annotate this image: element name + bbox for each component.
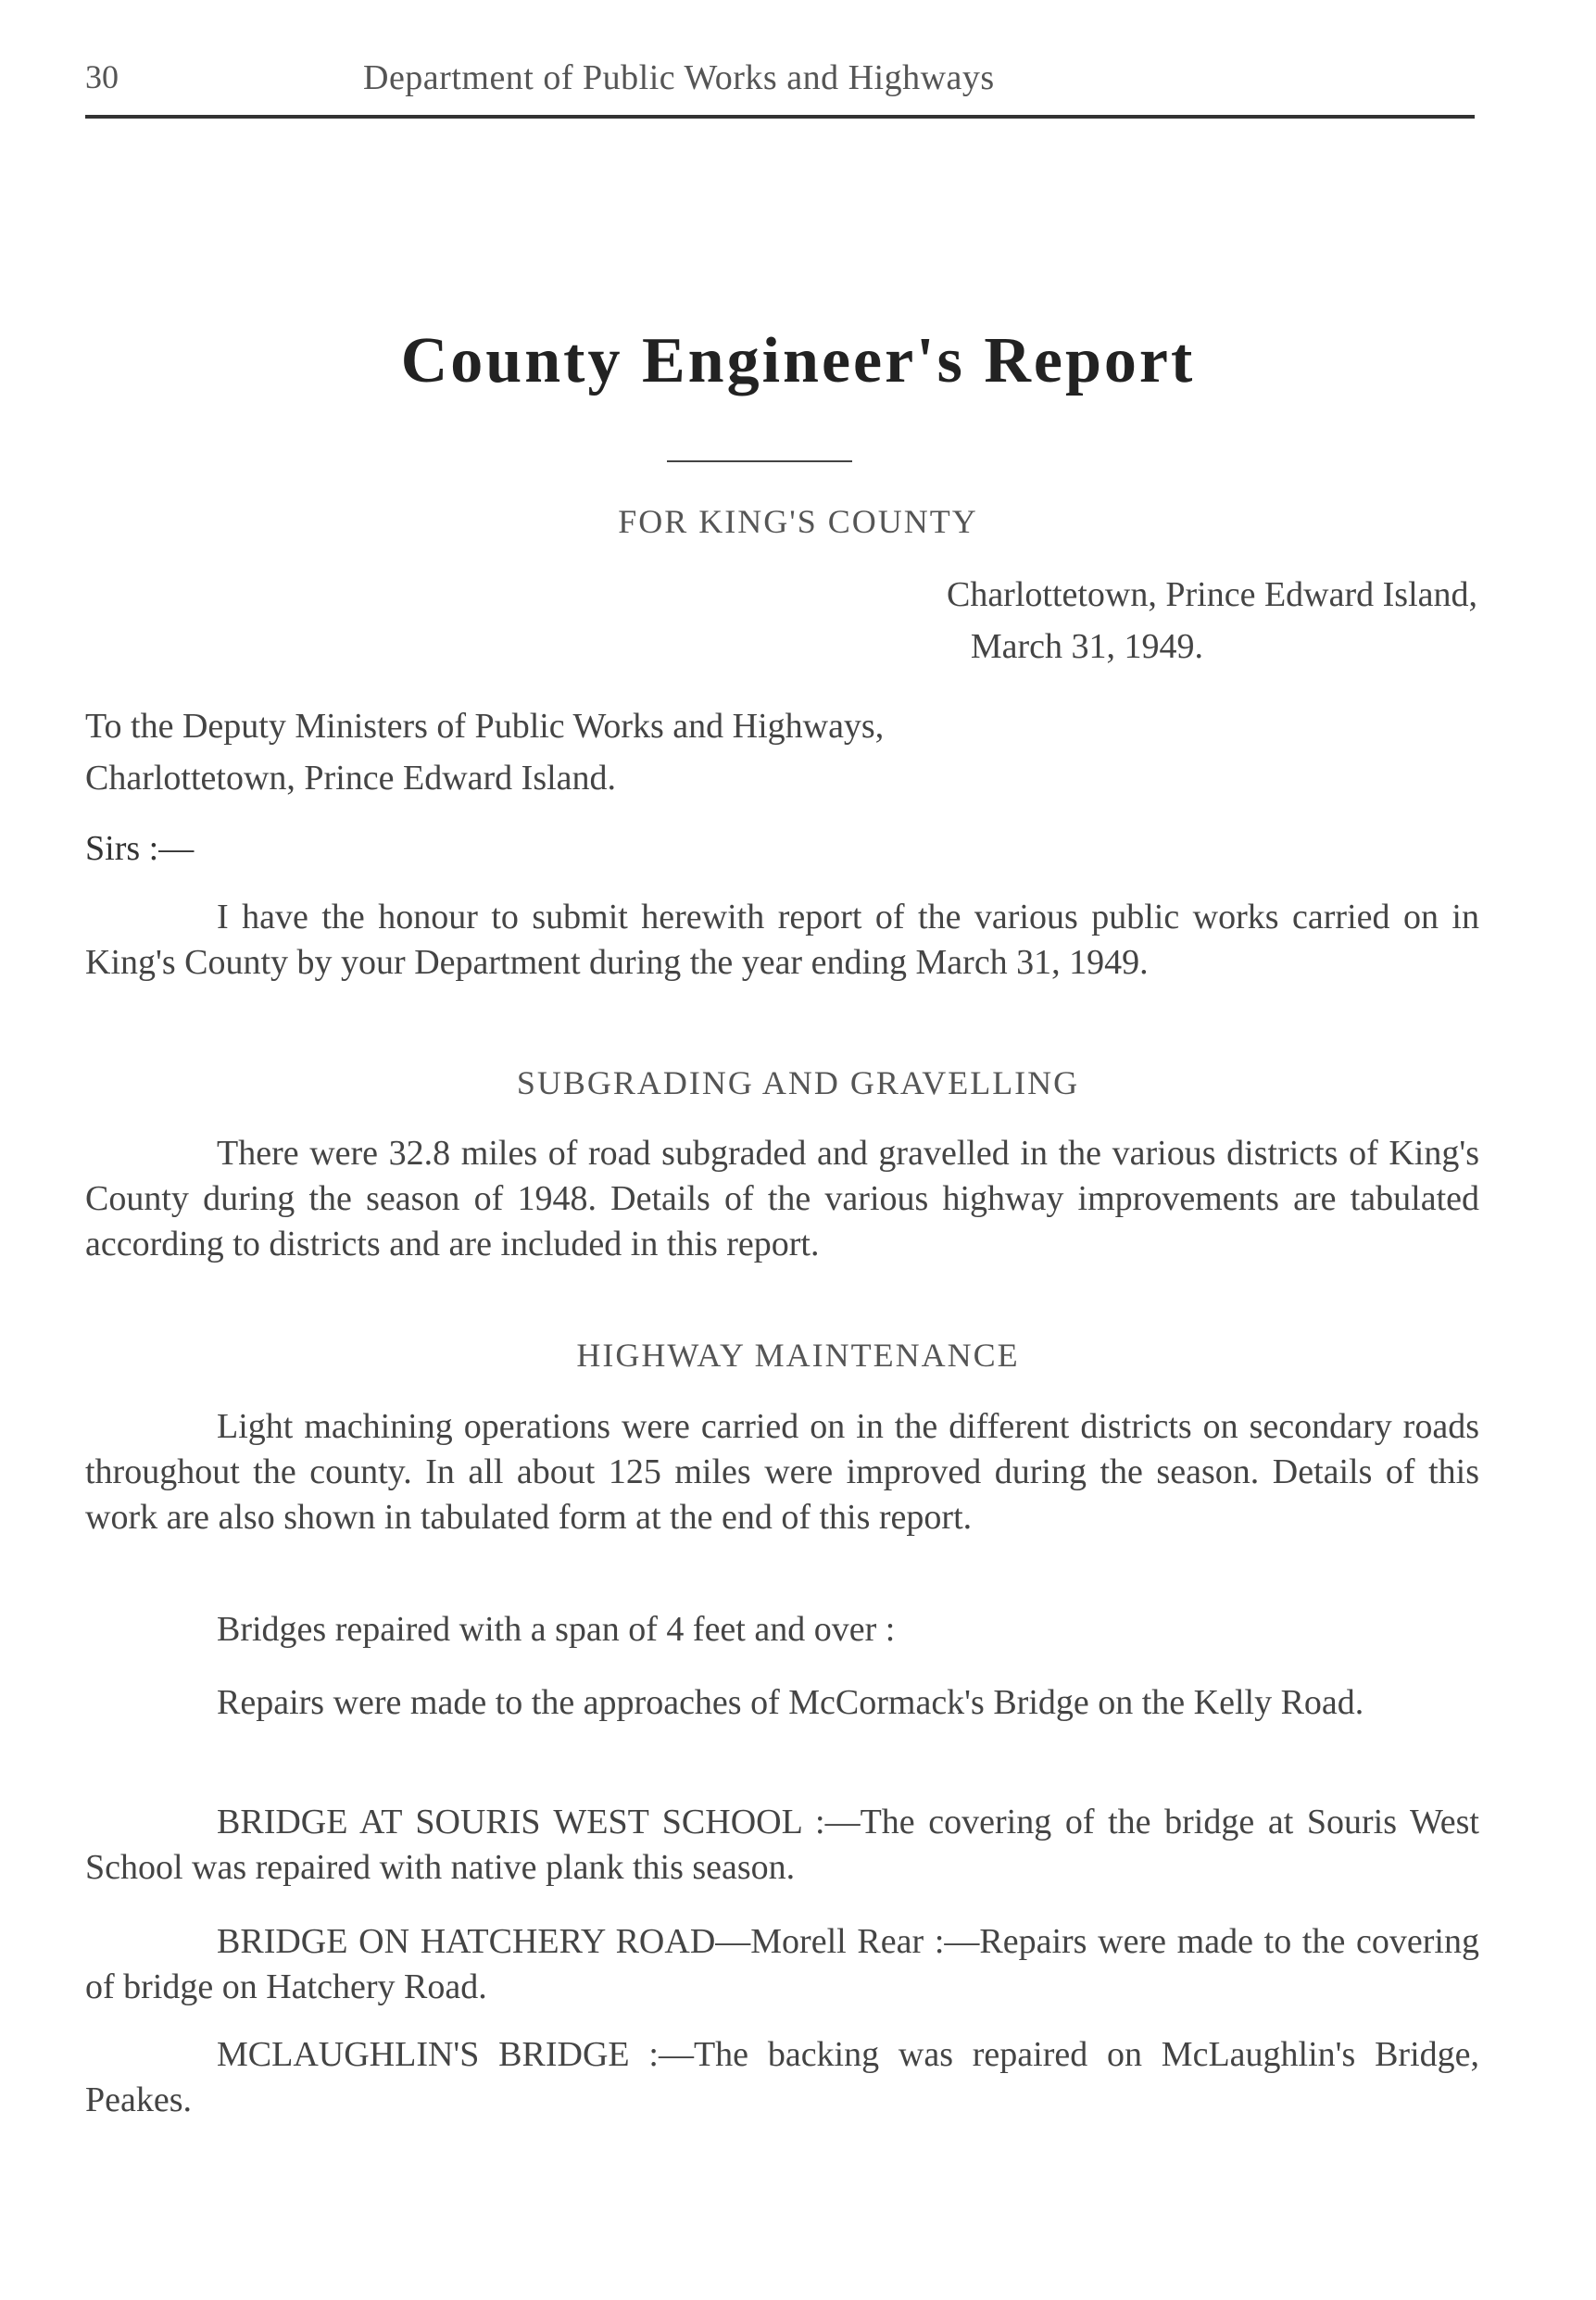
maintenance-paragraph: Light machining operations were carried on in the different districts on secondary roads throughout the county. In all about 125 miles were improved during the season. Details of this work are also shown in tabulated form at the end of this report. [85,1407,1479,1537]
header-divider [85,115,1475,119]
page-title: County Engineer's Report [400,325,1196,396]
address-block [85,700,884,804]
bridge-mccormack-paragraph: Repairs were made to the approaches of McCormack's Bridge on the Kelly Road. [217,1683,1364,1722]
salutation: Sirs :— [85,829,195,868]
address-line-2: Charlottetown, Prince Edward Island. [85,759,617,798]
page-header [85,57,1475,113]
bridges-intro: Bridges repaired with a span of 4 feet and over : [217,1610,896,1649]
bridge-mclaughlin-paragraph: MCLAUGHLIN'S BRIDGE :—The backing was repaired on McLaughlin's Bridge, Peakes. [85,2035,1479,2119]
subgrading-paragraph: There were 32.8 miles of road subgraded and gravelled in the various districts of King's County during the season of 1948. Details of the various highway improvements are tabulated according to districts and are included in this report. [85,1134,1479,1263]
section-heading-subgrading: SUBGRADING AND GRAVELLING [516,1064,1080,1101]
dateline-date: March 31, 1949. [970,627,1203,666]
title-divider [667,460,852,462]
running-head: Department of Public Works and Highways [363,58,995,97]
bridge-souris-paragraph: BRIDGE AT SOURIS WEST SCHOOL :—The covering of the bridge at Souris West School was repaired with native plank this season. [85,1803,1479,1887]
bridge-hatchery-paragraph: BRIDGE ON HATCHERY ROAD—Morell Rear :—Repairs were made to the covering of bridge on Hatchery Road. [85,1922,1479,2006]
page-number: 30 [85,58,119,95]
address-line-1: To the Deputy Ministers of Public Works and Highways, [85,707,885,746]
page-subtitle: FOR KING'S COUNTY [618,503,978,540]
dateline-place: Charlottetown, Prince Edward Island, [946,575,1477,614]
section-heading-maintenance: HIGHWAY MAINTENANCE [576,1337,1020,1374]
intro-paragraph: I have the honour to submit herewith report of the various public works carried on in King's County by your Department during the year ending March 31, 1949. [85,898,1479,982]
